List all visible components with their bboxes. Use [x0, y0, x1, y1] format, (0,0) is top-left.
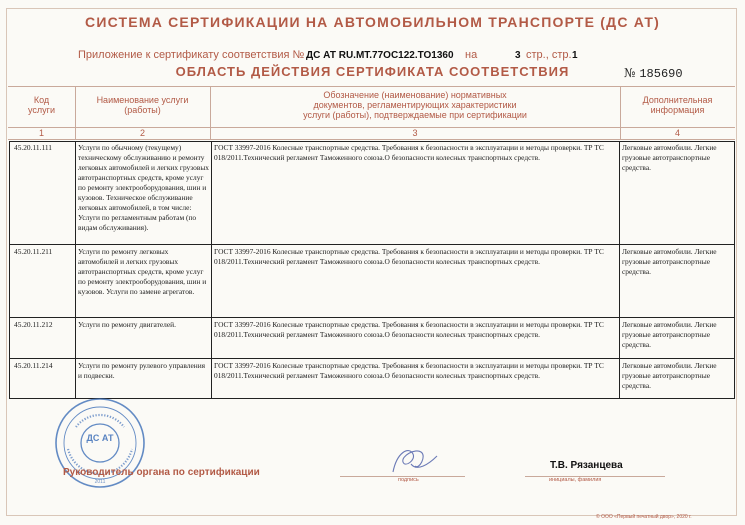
table-cell-docs: ГОСТ 33997-2016 Колесные транспортные средства. Требования к безопасности в эксплуатации и методы проверки. ТР ТС 018/2011.Технический регламент Таможенного союза.О безопасности колесных транспортных средств.: [214, 143, 604, 162]
scope-title: ОБЛАСТЬ ДЕЙСТВИЯ СЕРТИФИКАТА СООТВЕТСТВИЯ: [175, 64, 570, 79]
number-sign: №: [624, 66, 636, 80]
column-number-3: 3: [412, 128, 418, 138]
table-line: [211, 141, 212, 399]
table-cell-docs: ГОСТ 33997-2016 Колесные транспортные средства. Требования к безопасности в эксплуатации и методы проверки. ТР ТС 018/2011.Технический регламент Таможенного союза.О безопасности колесных транспортных средств.: [214, 320, 604, 339]
table-cell-info: Легковые автомобили. Легкие грузовые автотранспортные средства.: [622, 320, 717, 349]
table-line: [75, 141, 76, 399]
copyright-note: © ООО «Первый печатный двор», 2020 г.: [596, 514, 692, 520]
page-number: 1: [572, 50, 578, 61]
table-line: [734, 141, 735, 399]
column-header-docs: Обозначение (наименование) нормативных документов, регламентирующих характеристики услуги (работы), подтверждаемые при сертификации: [303, 90, 527, 120]
table-cell-docs: ГОСТ 33997-2016 Колесные транспортные средства. Требования к безопасности в эксплуатации и методы проверки. ТР ТС 018/2011.Технический регламент Таможенного союза.О безопасности колесных транспортных средств.: [214, 247, 604, 266]
head-of-certification-body-label: Руководитель органа по сертификации: [63, 467, 260, 478]
column-number-2: 2: [139, 128, 145, 138]
serial-number: 185690: [639, 67, 683, 81]
table-cell-docs: ГОСТ 33997-2016 Колесные транспортные средства. Требования к безопасности в эксплуатации и методы проверки. ТР ТС 018/2011.Технический регламент Таможенного союза.О безопасности колесных транспортных средств.: [214, 361, 604, 380]
column-header-info: Дополнительная информация: [642, 95, 713, 115]
system-title: СИСТЕМА СЕРТИФИКАЦИИ НА АВТОМОБИЛЬНОМ ТРАНСПОРТЕ (ДС АТ): [85, 14, 660, 30]
pages-count: 3: [515, 50, 521, 61]
column-number-1: 1: [38, 128, 44, 138]
pages-label: стр., стр.: [526, 49, 572, 61]
header-top-line: [8, 86, 735, 87]
annex-label: Приложение к сертификату соответствия №: [78, 49, 305, 61]
column-header-name: Наименование услуги (работы): [96, 95, 189, 115]
table-line: [9, 141, 735, 142]
table-line: [9, 317, 735, 318]
table-cell-name: Услуги по ремонту рулевого управления и подвески.: [78, 361, 206, 380]
table-cell-code: 45.20.11.211: [14, 247, 53, 256]
table-cell-name: Услуги по ремонту двигателей.: [78, 320, 176, 329]
table-line: [9, 244, 735, 245]
header-bottom-line: [8, 139, 735, 140]
stamp-center-text: ДС АТ: [86, 433, 114, 443]
certificate-number: ДС АТ RU.МТ.77ОС122.ТО1360: [306, 50, 454, 61]
initials-caption: инициалы, фамилия: [549, 477, 602, 483]
table-cell-info: Легковые автомобили. Легкие грузовые автотранспортные средства.: [622, 247, 717, 276]
table-cell-name: Услуги по ремонту легковых автомобилей и легких грузовых автотранспортных средств, кроме услуг по ремонту электрооборудования, шин и кузовов. Услуги по замене агрегатов.: [78, 247, 207, 296]
head-name: Т.В. Рязанцева: [550, 460, 623, 471]
stamp-year-text: 2011: [94, 479, 106, 485]
table-cell-code: 45.20.11.214: [14, 361, 53, 370]
table-cell-code: 45.20.11.111: [14, 143, 52, 152]
table-line: [9, 141, 10, 399]
table-line: [9, 358, 735, 359]
table-cell-name: Услуги по обычному (текущему) техническому обслуживанию и ремонту легковых автомобилей и легких грузовых автотранспортных средств, кроме услуг по ремонту электрооборудования, шин и кузовов. Техническое обслуживание легковых автомобилей, в том числе: Услуги по регламентным работам (по видам обслуживания).: [78, 143, 209, 232]
table-line: [619, 141, 620, 399]
table-cell-code: 45.20.11.212: [14, 320, 53, 329]
column-header-code: Код услуги: [28, 95, 55, 115]
column-number-4: 4: [674, 128, 680, 138]
on-label: на: [465, 49, 478, 61]
serial-number-block: [624, 66, 683, 81]
table-cell-info: Легковые автомобили. Легкие грузовые автотранспортные средства.: [622, 143, 717, 172]
table-cell-info: Легковые автомобили. Легкие грузовые автотранспортные средства.: [622, 361, 717, 390]
signature-caption: подпись: [398, 477, 419, 483]
